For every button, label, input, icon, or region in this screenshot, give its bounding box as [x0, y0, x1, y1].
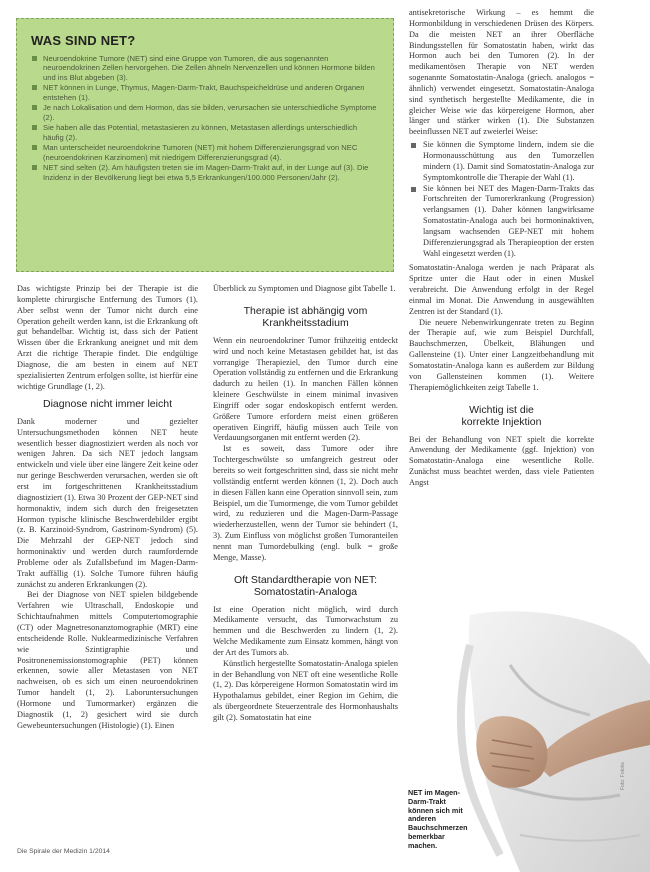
bullet-list [409, 140, 594, 259]
info-box [16, 18, 394, 272]
square-bullet-icon [32, 85, 37, 90]
section-heading: Wichtig ist die korrekte Injektion [461, 403, 542, 429]
section-heading: Therapie ist abhängig vom Krankheitsstadium [243, 304, 368, 330]
info-box-list [31, 54, 379, 182]
info-box-item: Man unterscheidet neuroendokrine Tumoren (NET) mit hohem Differenzierungsgrad von NEC (neuroendokrinen Karzinomen) mit niedrigem Differenzierungsgrad (4). [31, 143, 379, 162]
paragraph: antisekretorische Wirkung – es hemmt die Hormonbildung in verschiedenen Drüsen des Körpers. Da die meisten NET an ihrer Oberfläche Bindungsstellen für Somatostatin haben, wirkt das Hormon auch bei den Tumoren (2). In der medikamentösen Therapie von NET werden sogenannte Somatostatin-Analoga (griech. analogos = ähnlich) verwendet eingesetzt. Somatostatin-Analoga sind synthetisch hergestellte Medikamente, die in gleicher Weise wie das körpereigene Hormon, aber länger und stärker wirken (1). Die Substanzen beeinflussen NET auf zweierlei Weise: [409, 8, 594, 137]
section-heading: Oft Standardtherapie von NET: Somatostatin-Analoga [234, 573, 377, 599]
column-left [17, 284, 198, 731]
square-bullet-icon [32, 145, 37, 150]
page-footer: Die Spirale der Medizin 1/2014 [17, 848, 110, 855]
paragraph: Ist es soweit, dass Tumore oder ihre Tochtergeschwülste so umfangreich gestreut oder bereits so weit fortgeschritten sind, dass sie nicht mehr vollständig entfernt werden können (1, 2). Doch auch in diesen Fällen kann eine Operation sinnvoll sein, zum Beispiel, um die Tumormenge, die vom Tumor gebildet wird, zu reduzieren und die Magen-Darm-Passage wiederherzustellen, wenn der Tumor sie behindert (1, 3). Zum Einfluss von möglichst großen Tumoranteilen nennt man Tumordebulking (engl. bulk = große Menge, Masse). [213, 444, 398, 562]
photo-credit: Foto: Fotolia [620, 762, 626, 790]
list-item: Sie können die Symptome lindern, indem sie die Hormonausschüttung aus den Tumorzellen mindern (1). Damit sind Somatostatin-Analoga zur Symptomkontrolle die Therapie der Wahl (1). [409, 140, 594, 183]
info-box-item: Sie haben alle das Potential, metastasieren zu können, Metastasen allerdings unterschiedlich häufig (2). [31, 123, 379, 142]
paragraph: Ist eine Operation nicht möglich, wird durch Medikamente versucht, das Tumorwachstum zu hemmen und die Beschwerden zu lindern (1, 2). Welche Medikamente zum Einsatz kommen, hängt von der Art des Tumors ab. [213, 604, 398, 657]
info-box-title: WAS SIND NET? [31, 33, 136, 48]
info-box-item: NET sind selten (2). Am häufigsten treten sie im Magen-Darm-Trakt auf, in der Lunge auf (3). Die Inzidenz in der Bevölkerung liegt bei etwa 5,5 Erkrankungen/100.000 Personen/Jahr (2). [31, 163, 379, 182]
paragraph: Dank moderner und gezielter Untersuchungsmethoden können NET heute wesentlich besser diagnostiziert werden als noch vor wenigen Jahren. Da sich NET jedoch langsam entwickeln und viele über eine längere Zeit keine oder nur geringe Beschwerden verursachen, werden sie oft erst im fortgeschrittenen Krankheitsstadium diagnostiziert (1). Etwa 30 Prozent der GEP-NET sind hormonaktiv, indem sich durch den freigesetzten Hormon typische klinische Beschwerdebilder ergibt (z. B. Karzinoid-Syndrom, Gastrinom-Syndrom) (5). Die Mehrzahl der GEP-NET jedoch sind hormoninaktiv und werden durch raumfordernde Probleme oder als Zufallsbefund im Magen-Darm-Trakt auffällig (1). Solche Tumore führen häufig zunächst zu anderen Erkrankungen (2). [17, 416, 198, 589]
paragraph: Wenn ein neuroendokriner Tumor frühzeitig entdeckt wird und noch keine Metastasen gebildet hat, ist das vorrangige Therapieziel, den Tumor durch eine Operation vollständig zu entfernen und die Erkrankung dadurch zu heilen (1). In manchen Fällen können kleinere Geschwülste in einem minimal invasiven Eingriff oder sogar endoskopisch entfernt werden. Größere Tumore erfordern meist einen größeren operativen Eingriff, häufig müssen auch Teile von Verdauungsorganen mit entfernt werden (2). [213, 335, 398, 443]
column-middle [213, 284, 398, 724]
info-box-item: NET können in Lunge, Thymus, Magen-Darm-Trakt, Bauchspeicheldrüse und anderen Organen entstehen (1). [31, 83, 379, 102]
info-box-item: Je nach Lokalisation und dem Hormon, das sie bilden, verursachen sie unterschiedliche Symptome (2). [31, 103, 379, 122]
paragraph: Bei der Diagnose von NET spielen bildgebende Verfahren wie Ultraschall, Endoskopie und Schichtaufnahmen mittels Computertomographie (CT) oder Magnetresonanztomographie (MRT) eine entscheidende Rolle. Nuklearmedizinische Verfahren wie Szintigraphie und Positronenemissionstomographie (PET) können erkennen, sowie aller Metastasen von NET nachweisen, ob es sich um einen neuroendokrinen Tumor handelt (1, 2). Laboruntersuchungen (Hormone und Tumormarker) ergänzen die Diagnostik (1, 2) gesichert wird sie durch Gewebeuntersuchungen (Histologie) (1). Einen [17, 590, 198, 730]
paragraph: Überblick zu Symptomen und Diagnose gibt Tabelle 1. [213, 284, 396, 293]
paragraph: Somatostatin-Analoga werden je nach Präparat als Spritze unter die Haut oder in einen Muskel verabreicht. Die Anwendung erfolgt in der Regel einmal im Monat. Die Anwendung in ausgewählten Zentren ist der Standard (1). [409, 263, 594, 316]
column-right [409, 8, 594, 489]
list-item: Sie können bei NET des Magen-Darm-Trakts das Fortschreiten der Tumorerkrankung (Progression) verlangsamen (1). Daher können langwirksame Somatostatin-Analoga auch bei hormoninaktiven, langsam wachsenden GEP-NET mit hohem Differenzierungsgrad als Therapieoption der ersten Wahl eingesetzt werden (1). [409, 184, 594, 260]
paragraph: Künstlich hergestellte Somatostatin-Analoga spielen in der Behandlung von NET oft eine wesentliche Rolle (1, 2). Das körpereigene Hormon Somatostatin wird im Hypothalamus gebildet, einer Region im Gehirn, die als übergeordnete Steuerzentrale des Hormonhaushalts gilt (2). Somatostatin hat eine [213, 658, 398, 722]
photo-caption: NET im Magen-Darm-Trakt können sich mit anderen Bauchschmerzen bemerkbar machen. [408, 788, 468, 850]
paragraph: Das wichtigste Prinzip bei der Therapie ist die komplette chirurgische Entfernung des Tumors (1). Aber selbst wenn der Tumor nicht durch eine Operation geheilt werden kann, ist die Erkrankung oft gut behandelbar. Wichtig ist, dass sich der Patient Wissen über die Erkrankung aneignet und mit dem Arzt die richtige Therapie findet. Die endgültige Diagnose, die am besten in einem auf NET spezialisierten Zentrum erfolgen sollte, ist hierfür eine wichtige Grundlage (1, 2). [17, 284, 198, 391]
paragraph: Bei der Behandlung von NET spielt die korrekte Anwendung der Medikamente (ggf. Injektion) von Somatostatin-Analoga eine wesentliche Rolle. Zunächst muss beachtet werden, dass viele Patienten Angst [409, 434, 594, 487]
square-bullet-icon [411, 143, 416, 148]
square-bullet-icon [32, 165, 37, 170]
info-box-item: Neuroendokrine Tumore (NET) sind eine Gruppe von Tumoren, die aus sogenannten neuroendokrinen Zellen hervorgehen. Die Zellen ähneln Nervenzellen und können Hormone bilden und ins Blut abgeben (3). [31, 54, 379, 82]
square-bullet-icon [32, 105, 37, 110]
square-bullet-icon [32, 56, 37, 61]
square-bullet-icon [32, 125, 37, 130]
paragraph: Die neuere Nebenwirkungenrate treten zu Beginn der Therapie auf, wie zum Beispiel Durchfall, Bauchschmerzen, Übelkeit, Blähungen und Gallensteine (1). Unter einer Langzeitbehandlung mit Somatostatin-Analoga kann es außerdem zur Bildung von Gallensteinen kommen (1). Weitere Therapiemöglichkeiten zeigt Tabelle 1. [409, 317, 594, 392]
section-heading: Diagnose nicht immer leicht [43, 398, 172, 411]
square-bullet-icon [411, 187, 416, 192]
